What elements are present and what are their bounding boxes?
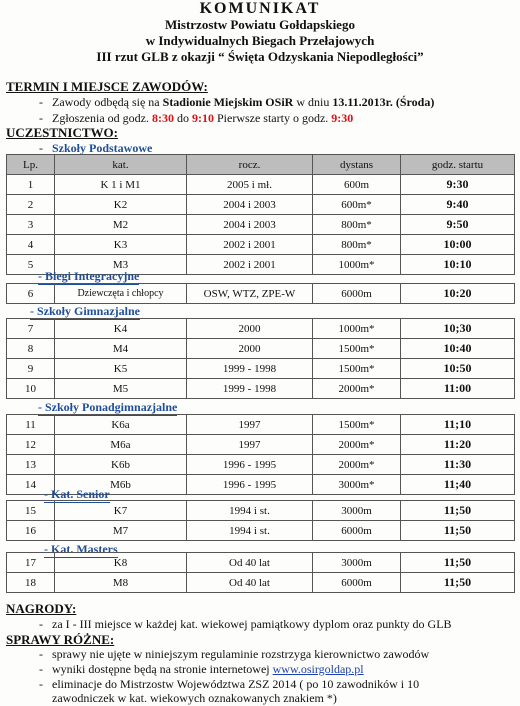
dash: - (39, 647, 43, 661)
dash: - (39, 111, 43, 125)
venue: Stadionie Miejskim OSiR (162, 95, 294, 109)
cell-godz: 9:30 (401, 175, 515, 195)
col-kat: kat. (55, 155, 187, 175)
cell-lp: 8 (7, 339, 55, 359)
cell-rocz: 2002 i 2001 (187, 235, 313, 255)
cell-dystans: 3000m (313, 553, 401, 573)
termin-line-1 (30, 95, 434, 110)
cell-dystans: 600m* (313, 195, 401, 215)
cell-dystans: 2000m* (313, 435, 401, 455)
results-table-masters (6, 552, 515, 593)
cell-kat: K8 (55, 553, 187, 573)
nagrody-line (30, 617, 452, 632)
event-date: 13.11.2013r. (332, 95, 393, 109)
table-row (7, 501, 515, 521)
table-row (7, 359, 515, 379)
time-first-start: 9:30 (331, 111, 354, 125)
table-row (7, 284, 515, 304)
category-szkoly-podstawowe: Szkoły Podstawowe (52, 141, 153, 155)
text: sprawy nie ujęte w niniejszym regulaminie rozstrzyga kierownictwo zawodów (52, 647, 430, 661)
cell-kat: K3 (55, 235, 187, 255)
cell-kat: M5 (55, 379, 187, 399)
cell-lp: 7 (7, 319, 55, 339)
cell-lp: 16 (7, 521, 55, 541)
cell-lp: 6 (7, 284, 55, 304)
text: w dniu (293, 95, 333, 109)
sprawy-heading: SPRAWY RÓŻNE: (6, 632, 115, 647)
cell-godz: 10:00 (401, 235, 515, 255)
cell-kat: M3 (55, 255, 187, 275)
cell-kat: Dziewczęta i chłopcy (55, 284, 187, 304)
cell-rocz: 1996 - 1995 (187, 475, 313, 495)
category-label: Kat. Masters (51, 542, 118, 556)
dash: - (39, 95, 43, 109)
col-godz: godz. startu (401, 155, 515, 175)
subtitle-line-2: w Indywidualnych Biegach Przełajowych (145, 33, 375, 48)
cell-dystans: 800m* (313, 235, 401, 255)
sprawy-line-2 (30, 662, 364, 677)
cell-rocz: 1997 (187, 415, 313, 435)
dash: - (38, 400, 42, 414)
cell-rocz: 1999 - 1998 (187, 359, 313, 379)
cell-rocz: 2004 i 2003 (187, 215, 313, 235)
cell-kat: K6b (55, 455, 187, 475)
cell-kat: M2 (55, 215, 187, 235)
cell-lp: 14 (7, 475, 55, 495)
cell-rocz: 1997 (187, 435, 313, 455)
col-dystans: dystans (313, 155, 401, 175)
cell-dystans: 6000m (313, 284, 401, 304)
cell-kat: M6b (55, 475, 187, 495)
dash: - (39, 617, 43, 631)
cell-kat: K6a (55, 415, 187, 435)
dash: - (44, 542, 48, 556)
cell-godz: 11:00 (401, 379, 515, 399)
cell-kat: K7 (55, 501, 187, 521)
table-row (7, 379, 515, 399)
results-table-podstawowe (6, 154, 515, 275)
cell-godz: 10:10 (401, 255, 515, 275)
cell-rocz: 1996 - 1995 (187, 455, 313, 475)
time-start: 8:30 (151, 111, 174, 125)
table-header-row (7, 155, 515, 175)
table-row (7, 415, 515, 435)
cell-lp: 18 (7, 573, 55, 593)
text: Zgłoszenia od godz. (52, 111, 152, 125)
cell-godz: 10;30 (401, 319, 515, 339)
table-row (7, 319, 515, 339)
results-table-senior (6, 500, 515, 541)
cell-godz: 11:30 (401, 455, 515, 475)
cell-kat: K5 (55, 359, 187, 379)
cell-dystans: 3000m* (313, 475, 401, 495)
table-row (7, 573, 515, 593)
cell-dystans: 1000m* (313, 255, 401, 275)
cell-godz: 11;50 (401, 501, 515, 521)
cell-dystans: 2000m* (313, 379, 401, 399)
table-row (7, 455, 515, 475)
cell-rocz: OSW, WTZ, ZPE-W (187, 284, 313, 304)
cell-lp: 5 (7, 255, 55, 275)
cell-godz: 10:50 (401, 359, 515, 379)
subtitle-line-1: Mistrzostw Powiatu Gołdapskiego (165, 17, 355, 32)
cell-rocz: 2000 (187, 339, 313, 359)
cell-rocz: 1994 i st. (187, 501, 313, 521)
dash: - (38, 269, 42, 283)
table-row (7, 175, 515, 195)
sprawy-line-1 (30, 647, 429, 662)
cell-dystans: 1500m* (313, 359, 401, 379)
category-label: Szkoły Gimnazjalne (37, 304, 141, 318)
cell-godz: 11;50 (401, 553, 515, 573)
dash: - (39, 141, 43, 155)
cell-lp: 9 (7, 359, 55, 379)
cell-godz: 11;10 (401, 415, 515, 435)
dash: - (30, 304, 34, 318)
text: Pierwsze starty o godz. (213, 111, 332, 125)
table-row (7, 235, 515, 255)
col-lp: Lp. (7, 155, 55, 175)
cell-rocz: 1994 i st. (187, 521, 313, 541)
table-row (7, 521, 515, 541)
cell-rocz: 2002 i 2001 (187, 255, 313, 275)
cell-lp: 1 (7, 175, 55, 195)
cell-dystans: 1000m* (313, 319, 401, 339)
cell-rocz: Od 40 lat (187, 553, 313, 573)
dash: - (39, 662, 43, 676)
event-day: (Środa) (392, 95, 435, 109)
cell-dystans: 1500m* (313, 415, 401, 435)
subtitle-line-3: III rzut GLB z okazji “ Święta Odzyskania Niepodległości” (96, 49, 424, 64)
cell-kat: M8 (55, 573, 187, 593)
table-row (7, 195, 515, 215)
cell-godz: 10:20 (401, 284, 515, 304)
document-title: KOMUNIKAT (199, 0, 321, 17)
cell-kat: K2 (55, 195, 187, 215)
cell-rocz: 2004 i 2003 (187, 195, 313, 215)
cell-godz: 9:40 (401, 195, 515, 215)
category-label: Biegi Integracyjne (45, 269, 140, 283)
cell-lp: 2 (7, 195, 55, 215)
col-rocz: rocz. (187, 155, 313, 175)
cell-dystans: 6000m (313, 521, 401, 541)
cell-godz: 11:20 (401, 435, 515, 455)
cell-lp: 12 (7, 435, 55, 455)
cell-rocz: 2005 i mł. (187, 175, 313, 195)
uczestnictwo-heading: UCZESTNICTWO: (6, 125, 118, 140)
table-row (7, 435, 515, 455)
time-end: 9:10 (191, 111, 214, 125)
termin-line-2 (30, 111, 353, 126)
cell-dystans: 800m* (313, 215, 401, 235)
results-table-ponadgimnazjalne (6, 414, 515, 495)
category-label: Kat. Senior (51, 487, 110, 501)
text: eliminacje do Mistrzostw Województwa ZSZ 2014 ( po 10 zawodników i 10 (52, 677, 420, 691)
cell-lp: 15 (7, 501, 55, 521)
cell-kat: K4 (55, 319, 187, 339)
cell-lp: 13 (7, 455, 55, 475)
results-table-gimnazjalne (6, 318, 515, 399)
cell-rocz: Od 40 lat (187, 573, 313, 593)
table-row (7, 339, 515, 359)
table-row (7, 215, 515, 235)
cell-lp: 17 (7, 553, 55, 573)
termin-heading: TERMIN I MIEJSCE ZAWODÓW: (6, 79, 208, 94)
table-row (7, 553, 515, 573)
cell-godz: 10:40 (401, 339, 515, 359)
cell-godz: 11;40 (401, 475, 515, 495)
cell-dystans: 3000m (313, 501, 401, 521)
cell-godz: 9:50 (401, 215, 515, 235)
dash: - (39, 677, 43, 691)
cell-kat: M7 (55, 521, 187, 541)
text: Zawody odbędą się na (52, 95, 163, 109)
cell-lp: 3 (7, 215, 55, 235)
text: za I - III miejsce w każdej kat. wiekowej pamiątkowy dyplom oraz punkty do GLB (52, 617, 452, 631)
website-link[interactable]: www.osirgoldap.pl (272, 662, 364, 676)
sprawy-line-3 (30, 677, 419, 692)
cell-lp: 4 (7, 235, 55, 255)
cell-dystans: 1500m* (313, 339, 401, 359)
cell-rocz: 2000 (187, 319, 313, 339)
sprawy-line-4: zawodniczek w kat. wiekowych oznakowanych znakiem *) (52, 691, 337, 705)
text: do (173, 111, 192, 125)
cell-dystans: 6000m (313, 573, 401, 593)
cell-kat: K 1 i M1 (55, 175, 187, 195)
cell-dystans: 2000m* (313, 455, 401, 475)
cell-dystans: 600m (313, 175, 401, 195)
cell-lp: 10 (7, 379, 55, 399)
cell-godz: 11;50 (401, 573, 515, 593)
dash: - (44, 487, 48, 501)
category-label: Szkoły Ponadgimnazjalne (45, 400, 178, 414)
text: wyniki dostępne będą na stronie internetowej (52, 662, 273, 676)
results-table-integracyjne (6, 283, 515, 304)
nagrody-heading: NAGRODY: (6, 601, 77, 616)
cell-kat: M6a (55, 435, 187, 455)
cell-godz: 11;50 (401, 521, 515, 541)
cell-lp: 11 (7, 415, 55, 435)
cell-rocz: 1999 - 1998 (187, 379, 313, 399)
cell-kat: M4 (55, 339, 187, 359)
